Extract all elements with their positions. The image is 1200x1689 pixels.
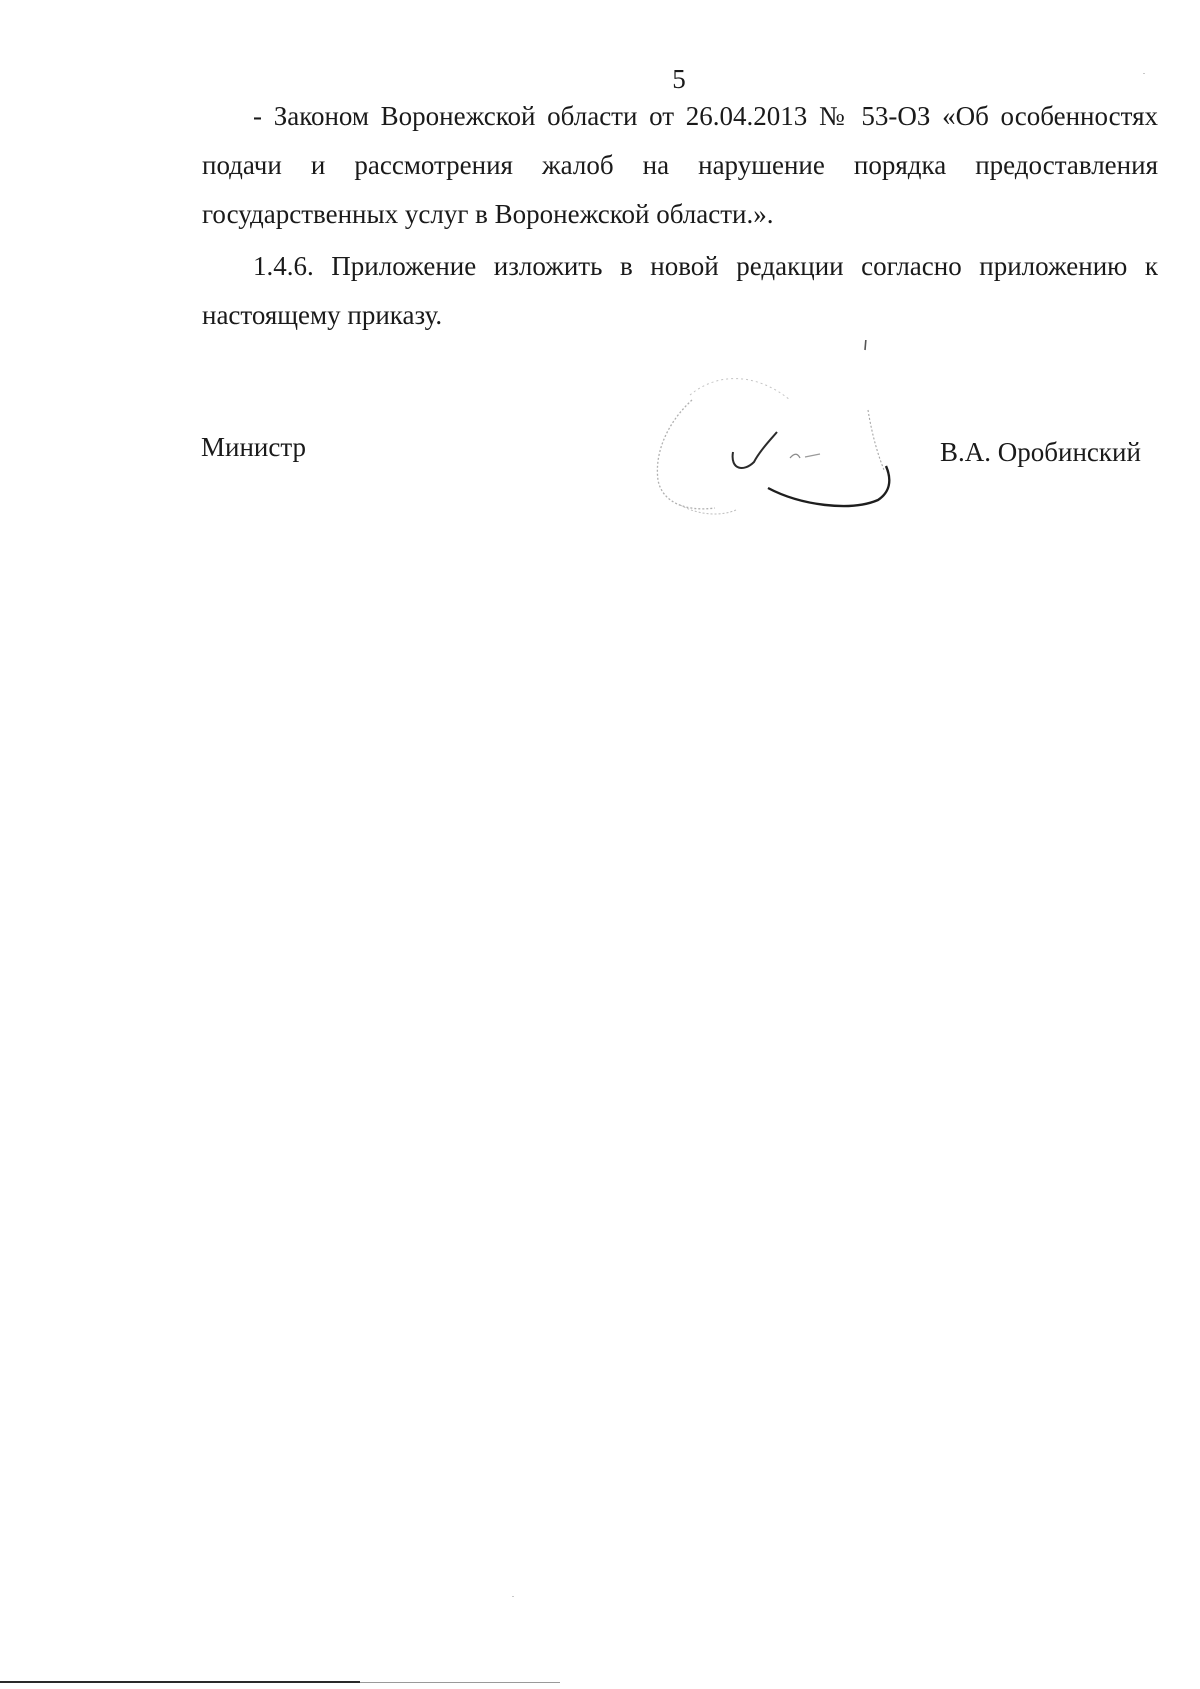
scan-artifact — [512, 1596, 514, 1597]
page-number: 5 — [672, 64, 686, 94]
scan-edge-line-faint — [360, 1682, 560, 1683]
scan-edge-line — [0, 1681, 360, 1683]
handwritten-signature — [640, 340, 920, 540]
document-body — [202, 92, 1158, 340]
signatory-name: В.А. Оробинский — [940, 437, 1141, 467]
signatory-title: Министр — [201, 432, 306, 462]
paragraph-annex-clause: 1.4.6. Приложение изложить в новой редакции согласно приложению к настоящему приказу. — [202, 251, 1158, 330]
scan-artifact — [1143, 73, 1145, 74]
paragraph-law-reference: - Законом Воронежской области от 26.04.2013 № 53-ОЗ «Об особенностях подачи и рассмотрения жалоб на нарушение порядка предоставления государственных услуг в Воронежской области.». — [202, 101, 1158, 229]
